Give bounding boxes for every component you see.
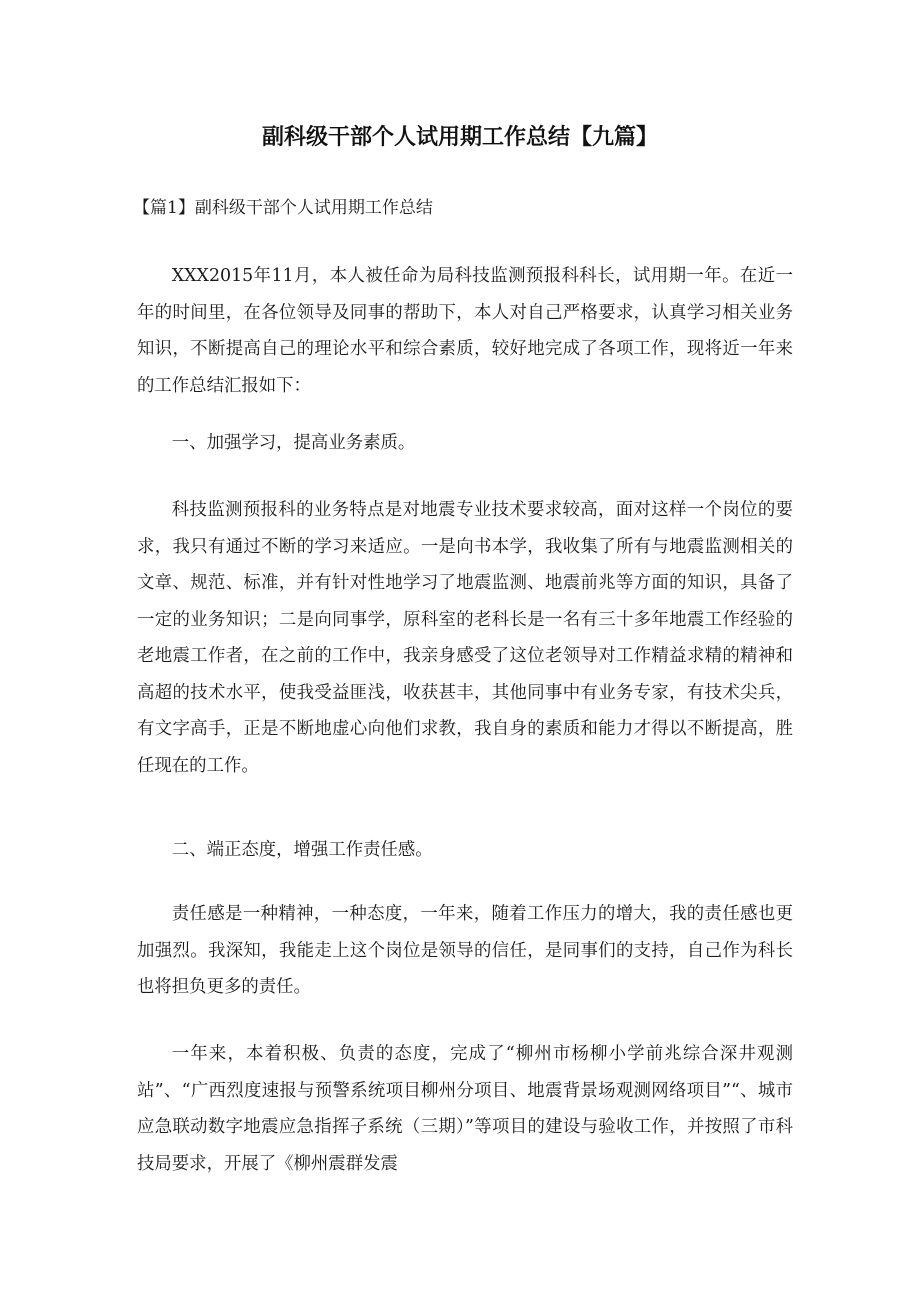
chapter-heading: 【篇1】副科级干部个人试用期工作总结 <box>133 198 433 218</box>
section-heading-1: 一、加强学习，提高业务素质。 <box>171 433 416 453</box>
section-2-paragraph-2: 一年来，本着积极、负责的态度，完成了“柳州市杨柳小学前兆综合深井观测站”、“广西烈度速报与预警系统项目柳州分项目、地震背景场观测网络项目”“、城市应急联动数字地震应急指挥子系统（三期）”等项目的建设与验收工作，并按照了市科技局要求，开展了《柳州震群发震 <box>137 1044 793 1174</box>
intro-paragraph: XXX2015年11月，本人被任命为局科技监测预报科科长，试用期一年。在近一年的时间里，在各位领导及同事的帮助下，本人对自己严格要求，认真学习相关业务知识，不断提高自己的理论水平和综合素质，较好地完成了各项工作，现将近一年来的工作总结汇报如下： <box>137 266 793 396</box>
section-1-paragraph: 科技监测预报科的业务特点是对地震专业技术要求较高，面对这样一个岗位的要求，我只有通过不断的学习来适应。一是向书本学，我收集了所有与地震监测相关的文章、规范、标准，并有针对性地学习了地震监测、地震前兆等方面的知识，具备了一定的业务知识；二是向同事学，原科室的老科长是一名有三十多年地震工作经验的老地震工作者，在之前的工作中，我亲身感受了这位老领导对工作精益求精的精神和高超的技术水平，使我受益匪浅，收获甚丰，其他同事中有业务专家，有技术尖兵，有文字高手，正是不断地虚心向他们求教，我自身的素质和能力才得以不断提高，胜任现在的工作。 <box>137 500 793 776</box>
section-heading-2: 二、端正态度，增强工作责任感。 <box>171 840 433 860</box>
section-2-paragraph: 责任感是一种精神，一种态度，一年来，随着工作压力的增大，我的责任感也更加强烈。我深知，我能走上这个岗位是领导的信任，是同事们的支持，自己作为科长也将担负更多的责任。 <box>137 904 793 997</box>
document-title: 副科级干部个人试用期工作总结【九篇】 <box>261 125 658 150</box>
